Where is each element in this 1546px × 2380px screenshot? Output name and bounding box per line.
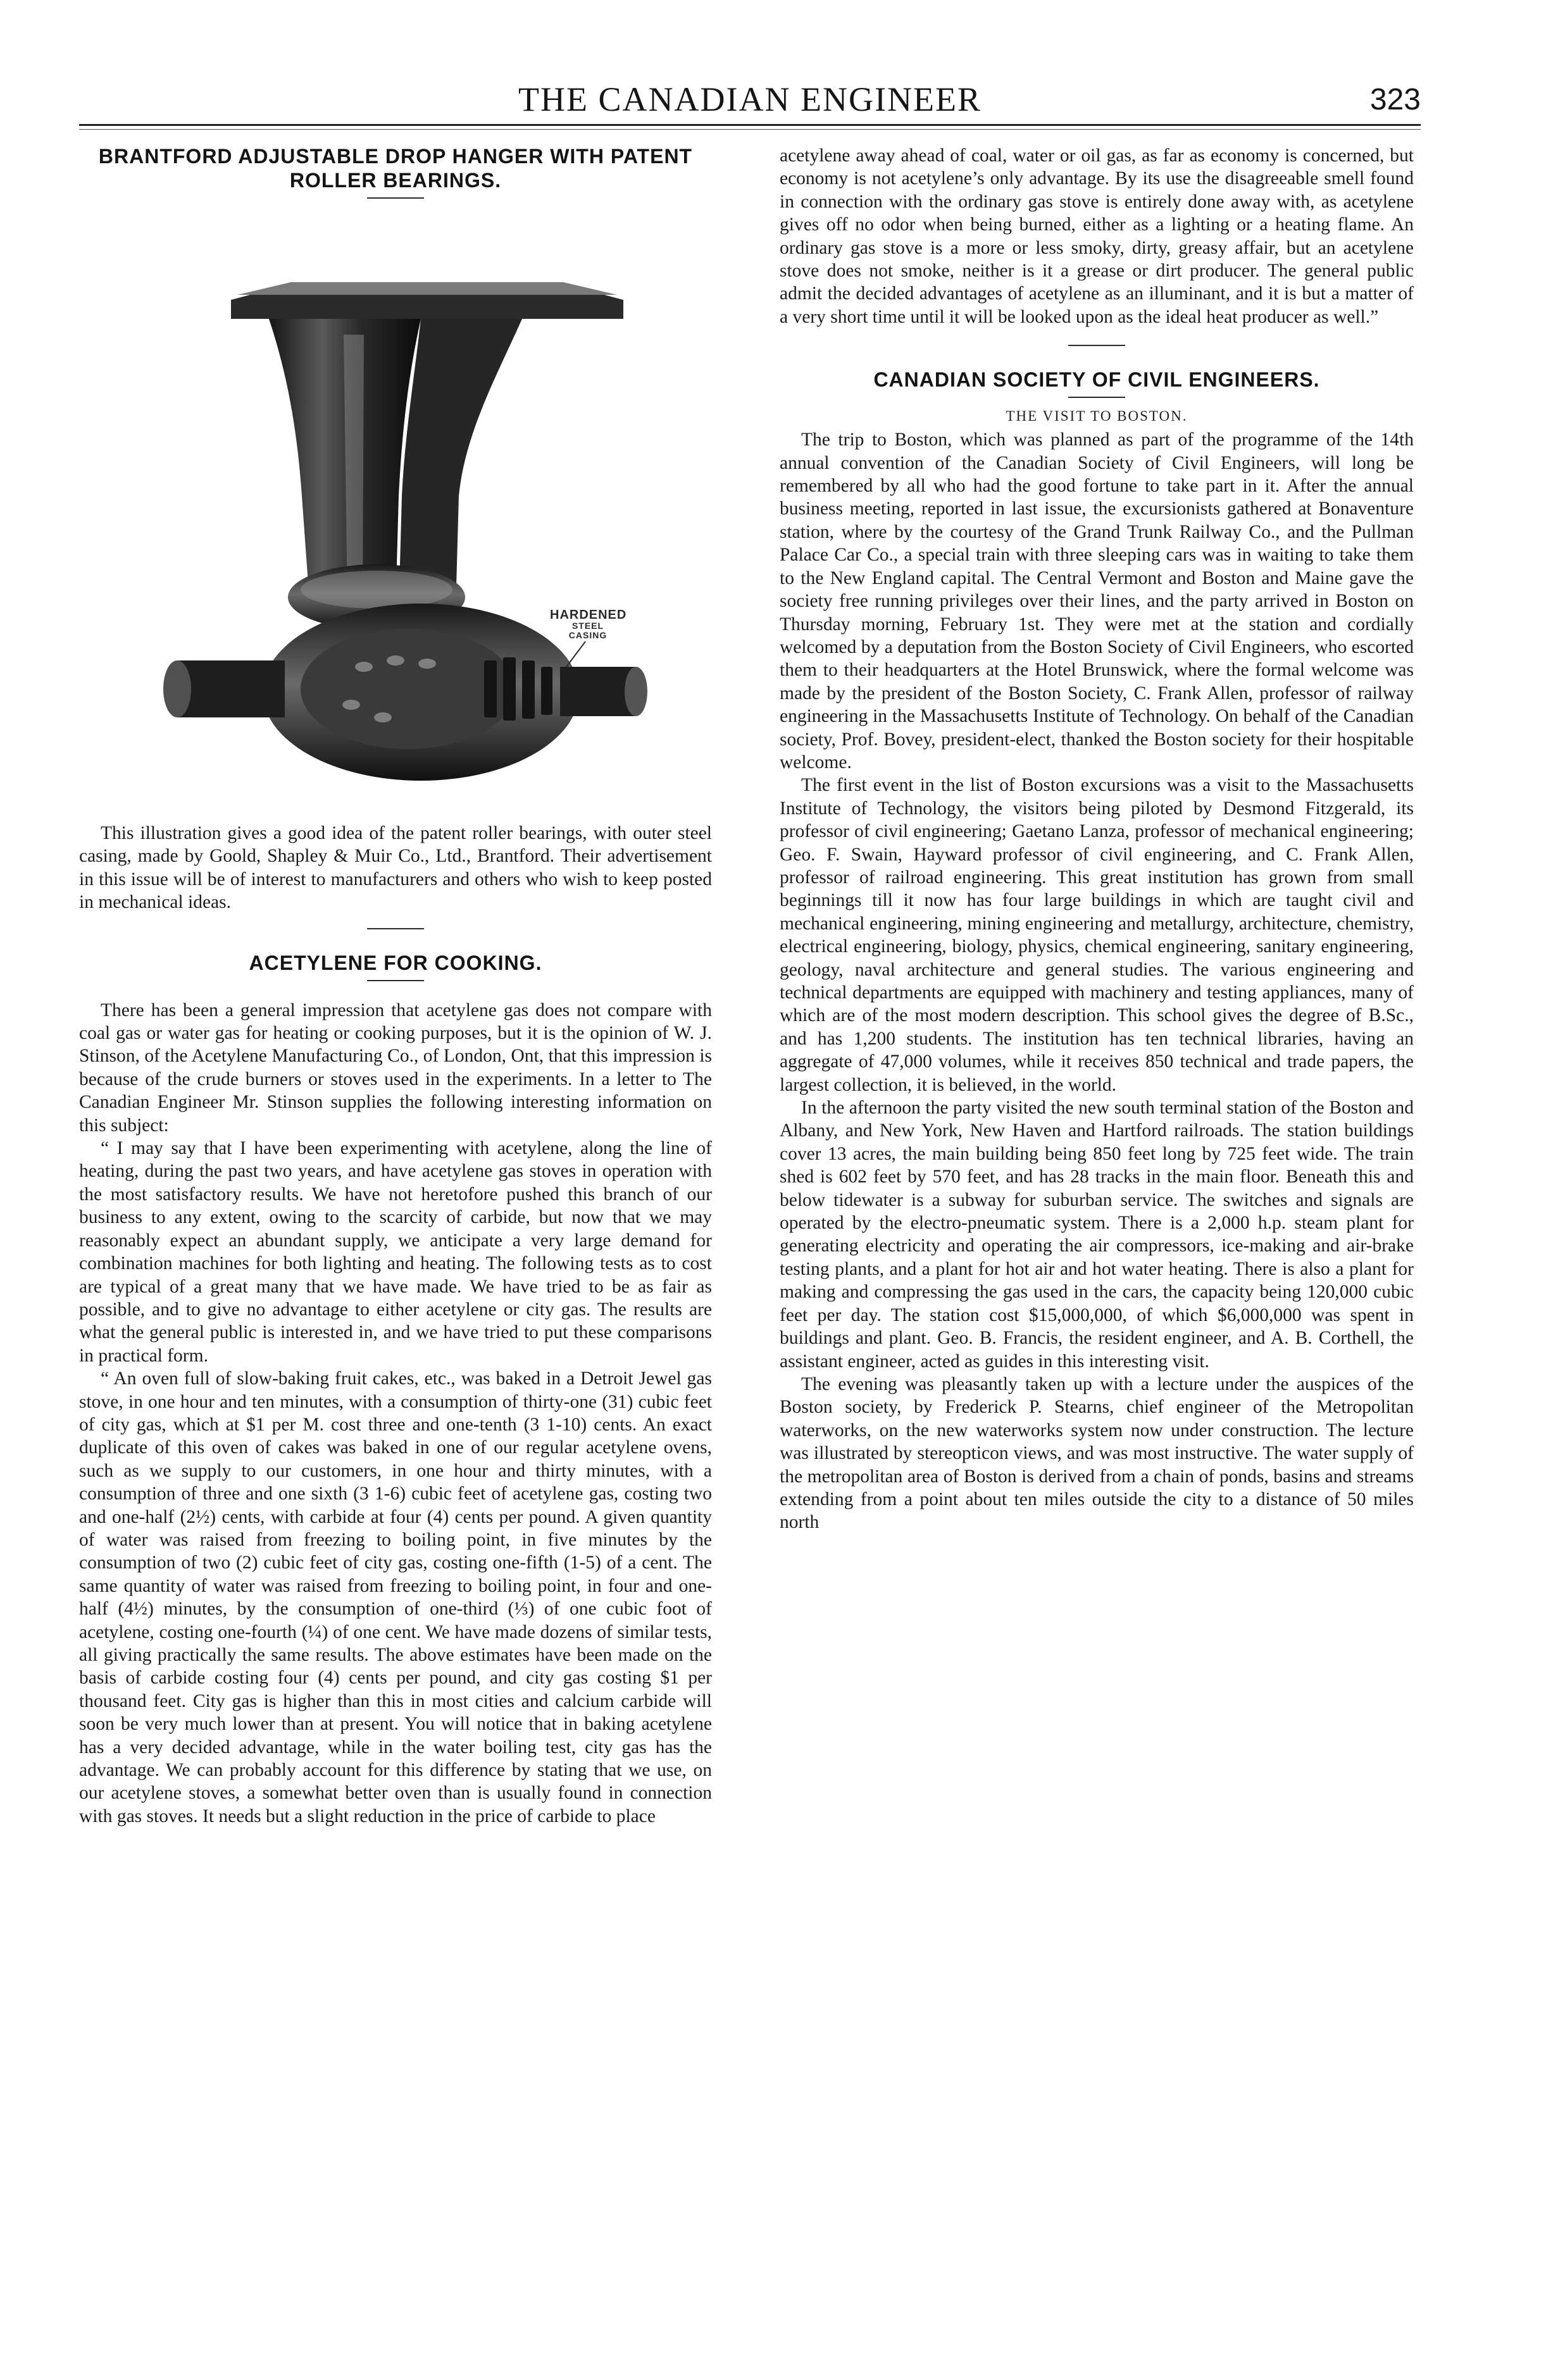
figure-label-line-1: HARDENED <box>550 608 627 622</box>
hanger-heading: BRANTFORD ADJUSTABLE DROP HANGER WITH PATENT ROLLER BEARINGS. <box>98 145 693 192</box>
society-paragraph: The evening was pleasantly taken up with a lecture under the auspices of the Boston society, by Frederick P. Stearns, chief engineer of the Metropolitan waterworks, on the new waterworks system now under construction. The lecture was illustrated by stereopticon views, and was most instructive. The water supply of the metropolitan area of Boston is derived from a chain of ponds, basins and streams extending from a point about ten miles outside the city to a distance of 50 miles north <box>780 1373 1414 1533</box>
acetylene-paragraph: There has been a general impression that acetylene gas does not compare with coal gas or water gas for heating or cooking purposes, but it is the opinion of W. J. Stinson, of the Acetylene Manufacturing Co., of London, Ont, that this impression is because of the crude burners or stoves used in the experiments. In a letter to The Canadian Engineer Mr. Stinson supplies the following interesting information on this subject: <box>79 1000 712 1136</box>
society-paragraph: The trip to Boston, which was planned as part of the programme of the 14th annual convention of the Canadian Society of Civil Engineers, will long be remembered by all who had the good fortune to take part in it. After the annual business meeting, reported in last issue, the excursionists gathered at Bonaventure station, where by the courtesy of the Grand Trunk Railway Co., and the Pullman Palace Car Co., a special train with three sleeping cars was in waiting to take them to the New England capital. The Central Vermont and Boston and Maine gave the society free running privileges over their lines, and the party arrived in Boston on Thursday morning, February 1st. They were met at the station and cordially welcomed by a deputation from the Boston Society of Civil Engineers, who escorted them to their headquarters at the Hotel Brunswick, where the formal welcome was made by the president of the Boston Society, C. Frank Allen, professor of railway engineering in the Massachusetts Institute of Technology. On behalf of the Canadian society, Prof. Bovey, president-elect, thanked the Boston society for their hospitable welcome. <box>780 430 1414 772</box>
header-rule <box>79 124 1421 126</box>
acetylene-paragraph: “ I may say that I have been experimenting with acetylene, along the line of heating, during the past two years, and have acetylene gas stoves in operation with the most satisfactory results. We have not heretofore pushed this branch of our business to any extent, owing to the scarcity of carbide, but now that we may reasonably expect an abundant supply, we anticipate a very large demand for combination machines for both lighting and heating. The following tests as to cost are typical of a great many that we have made. We have tried to be as fair as possible, and to give no advantage to either acetylene or city gas. The results are what the general public is interested in, and we have tried to put these comparisons in practical form. <box>79 1138 712 1366</box>
header-rule-thin <box>79 129 1421 130</box>
acetylene-paragraph: “ An oven full of slow-baking fruit cakes, etc., was baked in a Detroit Jewel gas stove, in one hour and ten minutes, with a consumption of thirty-one (31) cubic feet of city gas, which at $1 per M. cost three and one-tenth (3 1-10) cents. An exact duplicate of this oven of cakes was baked in one of our regular acetylene ovens, such as we supply to our customers, in one hour and thirty minutes, with a consumption of three and one sixth (3 1-6) cubic feet of acetylene gas, costing two and one-half (2½) cents, with carbide at four (4) cents per pound. A given quantity of water was raised from freezing to boiling point, in five minutes by the consumption of two (2) cubic feet of city gas, costing one-fifth (1-5) of a cent. The same quantity of water was raised from freezing to boiling point, in four and one-half (4½) minutes, by the consumption of one-third (⅓) of one cubic foot of acetylene, costing one-fourth (¼) of one cent. We have made dozens of similar tests, all giving practically the same results. The above estimates have been made on the basis of carbide costing four (4) cents per pound, and city gas costing $1 per thousand feet. City gas is higher than this in most cities and calcium carbide will soon be very much lower than at present. You will notice that in baking acetylene has a very decided advantage, while in the water boiling test, city gas has the advantage. We can probably account for this difference by stating that we use, on our acetylene stoves, a somewhat better oven than is usually found in connection with gas stoves. It needs but a slight reduction in the price of carbide to place <box>79 1368 712 1826</box>
society-paragraph: In the afternoon the party visited the new south terminal station of the Boston and Albany, and New York, New Haven and Hartford railroads. The station buildings cover 13 acres, the main building being 850 feet long by 725 feet wide. The train shed is 602 feet by 570 feet, and has 28 tracks in the main floor. Beneath this and below tidewater is a subway for suburban service. The switches and signals are operated by the electro-pneumatic system. There is a 2,000 h.p. steam plant for generating electricity and operating the air compressors, ice-making and air-brake testing plants, and a plant for hot air and hot water heating. There is also a plant for making and compressing the gas used in the cars, the capacity being 120,000 cubic feet per day. The station cost $15,000,000, of which $6,000,000 was spent in buildings and plant. Geo. B. Francis, the resident engineer, and A. B. Corthell, the assistant engineer, acted as guides in this interesting visit. <box>780 1098 1414 1372</box>
society-article <box>780 368 1414 1534</box>
drop-hanger-illustration <box>79 224 712 822</box>
figure-label-line-3: CASING <box>568 630 608 640</box>
hanger-article <box>79 144 712 914</box>
running-header <box>79 75 1421 125</box>
acetylene-article <box>79 951 712 1828</box>
society-paragraph: The first event in the list of Boston excursions was a visit to the Massachusetts Institute of Technology, the visitors being piloted by Desmond Fitzgerald, its professor of civil engineering; Gaetano Lanza, professor of mechanical engineering; Geo. F. Swain, Hayward professor of civil engineering, and C. Frank Allen, professor of railroad engineering. This great institution has grown from small beginnings till it now has four large buildings in which are taught civil and mechanical engineering, mining engineering and metallurgy, architecture, chemistry, electrical engineering, biology, physics, chemical engineering, sanitary engineering, geology, naval architecture and general studies. The various engineering and technical departments are equipped with machinery and testing appliances, many of which are of the most modern description. This school gives the degree of B.Sc., and has 1,200 students. The institution has ten technical libraries, having an aggregate of 47,000 volumes, while it receives 850 technical and trade papers, the largest collection, it is believed, in the world. <box>780 775 1414 1095</box>
figure-label-line-2: STEEL <box>571 621 604 631</box>
left-column <box>79 144 712 1828</box>
acetylene-continuation: acetylene away ahead of coal, water or oil gas, as far as economy is concerned, but economy is not acetylene’s only advantage. By its use the disagreeable smell found in connection with the ordinary gas stove is entirely done away with, as acetylene gives off no odor when being burned, either as a lighting or a heating flame. An ordinary gas stove is a more or less smoky, dirty, greasy affair, but an acetylene stove does not smoke, neither is it a grease or dirt producer. The general public admit the decided advantages of acetylene as an illuminant, and it is but a matter of a very short time until it will be looked upon as the ideal heat producer as well.” <box>780 146 1414 327</box>
figure-caption: This illustration gives a good idea of the patent roller bearings, with outer steel casing, made by Goold, Shapley & Muir Co., Ltd., Brantford. Their advertisement in this issue will be of interest to manufacturers and others who wish to keep posted in mechanical ideas. <box>79 823 712 913</box>
hardened-steel-casing-label <box>550 609 626 640</box>
page-number: 323 <box>1369 83 1421 116</box>
drop-hanger-drawing <box>79 224 712 822</box>
society-heading: CANADIAN SOCIETY OF CIVIL ENGINEERS. <box>873 368 1320 392</box>
acetylene-heading: ACETYLENE FOR COOKING. <box>249 951 542 974</box>
heading-rule <box>367 197 424 199</box>
society-subheading: THE VISIT TO BOSTON. <box>1006 408 1188 425</box>
journal-title: THE CANADIAN ENGINEER <box>518 80 982 118</box>
right-column <box>780 144 1414 1534</box>
